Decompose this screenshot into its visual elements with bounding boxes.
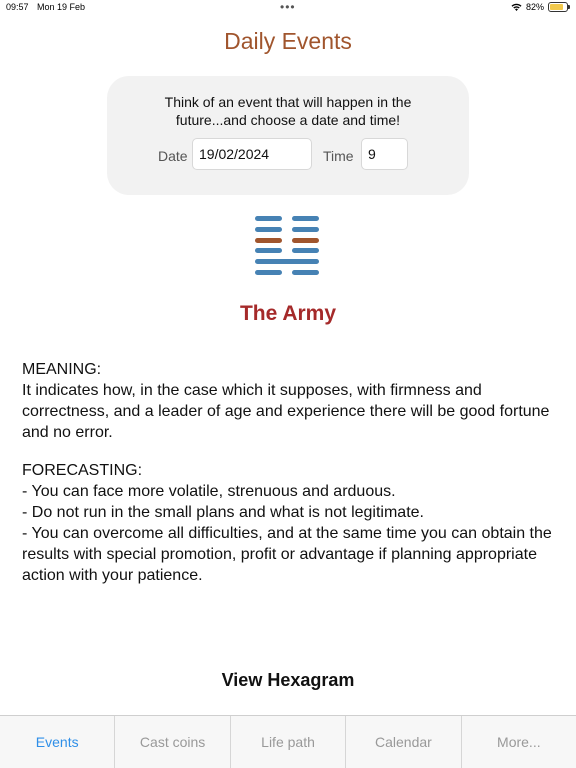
time-label: Time xyxy=(323,148,354,164)
tab-events[interactable]: Events xyxy=(0,716,115,768)
hexagram-line-segment xyxy=(255,227,282,232)
hexagram-line-segment xyxy=(255,259,319,264)
hexagram-line-segment xyxy=(255,238,282,243)
hexagram-name: The Army xyxy=(239,302,337,325)
view-hexagram-button[interactable]: View Hexagram xyxy=(221,670,355,690)
battery-icon xyxy=(548,2,568,12)
hexagram-figure xyxy=(255,216,319,276)
hexagram-line-segment xyxy=(292,238,319,243)
hexagram-line xyxy=(255,248,319,253)
status-date: Mon 19 Feb xyxy=(37,2,86,12)
forecast-item: - You can face more volatile, strenuous and arduous. xyxy=(22,483,396,500)
status-time: 09:57 xyxy=(6,2,29,12)
date-label: Date xyxy=(158,148,188,164)
meaning-text: It indicates how, in the case which it supposes, with firmness and correctness, and a leader of age and experience there will be good fortune and no error. xyxy=(22,382,550,441)
forecasting-heading: FORECASTING: xyxy=(22,462,143,479)
hexagram-line xyxy=(255,270,319,275)
hexagram-line xyxy=(255,238,319,243)
hexagram-line-segment xyxy=(292,248,319,253)
forecast-item: - Do not run in the small plans and what is not legitimate. xyxy=(22,504,424,521)
hexagram-line-segment xyxy=(292,216,319,221)
forecast-item: - You can overcome all difficulties, and at the same time you can obtain the results with special promotion, profit or advantage if planning appropriate action with your patience. xyxy=(22,525,552,584)
hexagram-line-segment xyxy=(292,227,319,232)
battery-fill xyxy=(550,4,563,10)
tab-life-path[interactable]: Life path xyxy=(231,716,346,768)
hexagram-line-segment xyxy=(255,270,282,275)
hexagram-line-segment xyxy=(292,270,319,275)
meaning-heading: MEANING: xyxy=(22,361,102,378)
hexagram-line xyxy=(255,259,319,264)
hexagram-line xyxy=(255,216,319,221)
event-prompt-card xyxy=(107,76,469,195)
tab-more[interactable]: More... xyxy=(497,734,541,750)
tab-cast-coins[interactable]: Cast coins xyxy=(115,716,230,768)
wifi-icon xyxy=(511,3,522,12)
hexagram-line xyxy=(255,227,319,232)
battery-percentage: 82% xyxy=(525,2,544,12)
tab-bar xyxy=(0,715,576,768)
interpretation-text xyxy=(22,359,557,586)
multitasking-dots-icon[interactable]: ••• xyxy=(280,0,296,14)
hexagram-line-segment xyxy=(255,248,282,253)
prompt-text: Think of an event that will happen in the future...and choose a date and time! xyxy=(164,94,412,128)
date-field[interactable]: 19/02/2024 xyxy=(192,138,312,170)
hexagram-line-segment xyxy=(255,216,282,221)
tab-calendar[interactable]: Calendar xyxy=(346,716,461,768)
status-indicators xyxy=(511,2,568,12)
time-field[interactable]: 9 xyxy=(361,138,408,170)
status-bar xyxy=(0,0,576,16)
page-title: Daily Events xyxy=(224,28,352,54)
